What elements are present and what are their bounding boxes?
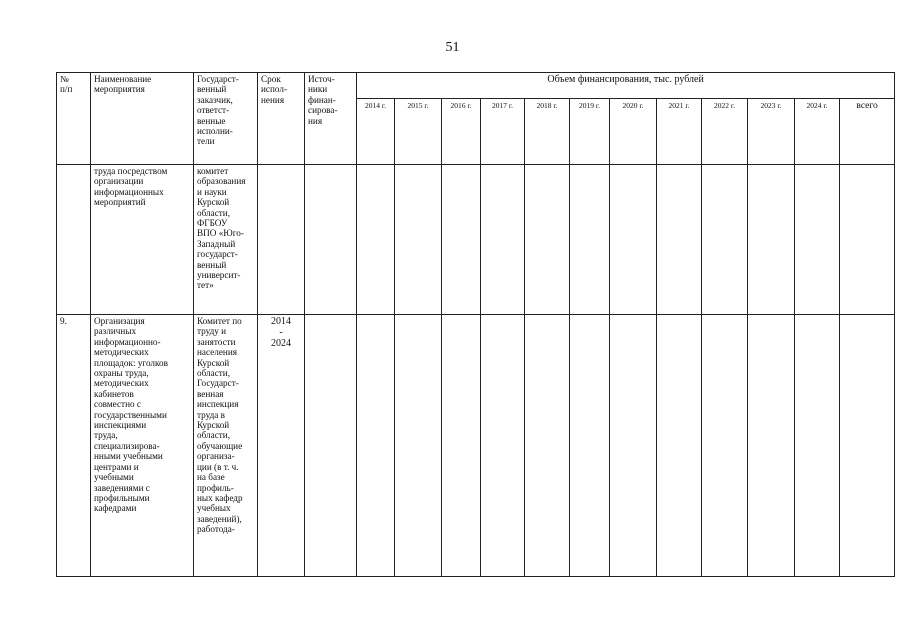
year-cell xyxy=(570,165,610,315)
header-name: Наименование мероприятия xyxy=(91,73,194,165)
year-cell xyxy=(657,315,702,577)
row-term: 2014 - 2024 xyxy=(258,315,305,577)
header-year: 2020 г. xyxy=(610,99,657,165)
header-year: 2016 г. xyxy=(442,99,481,165)
header-sources: Источ- ники финан- сирова- ния xyxy=(305,73,357,165)
header-year: 2015 г. xyxy=(395,99,442,165)
year-cell xyxy=(357,315,395,577)
row-name: Организация различных информационно- методических площадок: уголков охраны труда, методических кабинетов совместно с государственными инспекциями труда, специализирова- нными учебными центрами и учебными заведениями с профильными кафедрами xyxy=(91,315,194,577)
header-year: 2019 г. xyxy=(570,99,610,165)
year-cell xyxy=(610,315,657,577)
header-year: 2022 г. xyxy=(702,99,748,165)
table-row xyxy=(57,165,895,315)
year-cell xyxy=(657,165,702,315)
year-cell xyxy=(481,165,525,315)
year-cell xyxy=(610,165,657,315)
year-cell xyxy=(357,165,395,315)
year-cell xyxy=(525,165,570,315)
year-cell xyxy=(481,315,525,577)
total-cell xyxy=(840,165,895,315)
header-year: 2023 г. xyxy=(748,99,795,165)
header-year: 2021 г. xyxy=(657,99,702,165)
header-term: Срок испол- нения xyxy=(258,73,305,165)
row-sources xyxy=(305,315,357,577)
header-year: 2024 г. xyxy=(795,99,840,165)
header-customer: Государст- венный заказчик, ответст- венные исполни- тели xyxy=(194,73,258,165)
page-number: 51 xyxy=(445,40,460,55)
header-row xyxy=(57,73,895,99)
header-year: 2018 г. xyxy=(525,99,570,165)
year-cell xyxy=(395,315,442,577)
row-num xyxy=(57,165,91,315)
year-cell xyxy=(442,315,481,577)
row-name: труда посредством организации информационных мероприятий xyxy=(91,165,194,315)
header-volume: Объем финансирования, тыс. рублей xyxy=(357,73,895,99)
header-num: № п/п xyxy=(57,73,91,165)
year-cell xyxy=(748,315,795,577)
total-cell xyxy=(840,315,895,577)
row-sources xyxy=(305,165,357,315)
year-cell xyxy=(702,165,748,315)
table-row xyxy=(57,315,895,577)
year-cell xyxy=(795,315,840,577)
year-cell xyxy=(395,165,442,315)
row-term xyxy=(258,165,305,315)
financing-table xyxy=(56,72,895,577)
year-cell xyxy=(702,315,748,577)
year-cell xyxy=(748,165,795,315)
year-cell xyxy=(795,165,840,315)
row-num: 9. xyxy=(57,315,91,577)
year-cell xyxy=(442,165,481,315)
header-year: 2017 г. xyxy=(481,99,525,165)
header-total: всего xyxy=(840,99,895,165)
row-customer: комитет образования и науки Курской области, ФГБОУ ВПО «Юго- Западный государст- венный университ- тет» xyxy=(194,165,258,315)
row-customer: Комитет по труду и занятости населения Курской области, Государст- венная инспекция труда в Курской области, обучающие организа- ции (в т. ч. на базе профиль- ных кафедр учебных заведений), работода- xyxy=(194,315,258,577)
year-cell xyxy=(570,315,610,577)
header-year: 2014 г. xyxy=(357,99,395,165)
year-cell xyxy=(525,315,570,577)
